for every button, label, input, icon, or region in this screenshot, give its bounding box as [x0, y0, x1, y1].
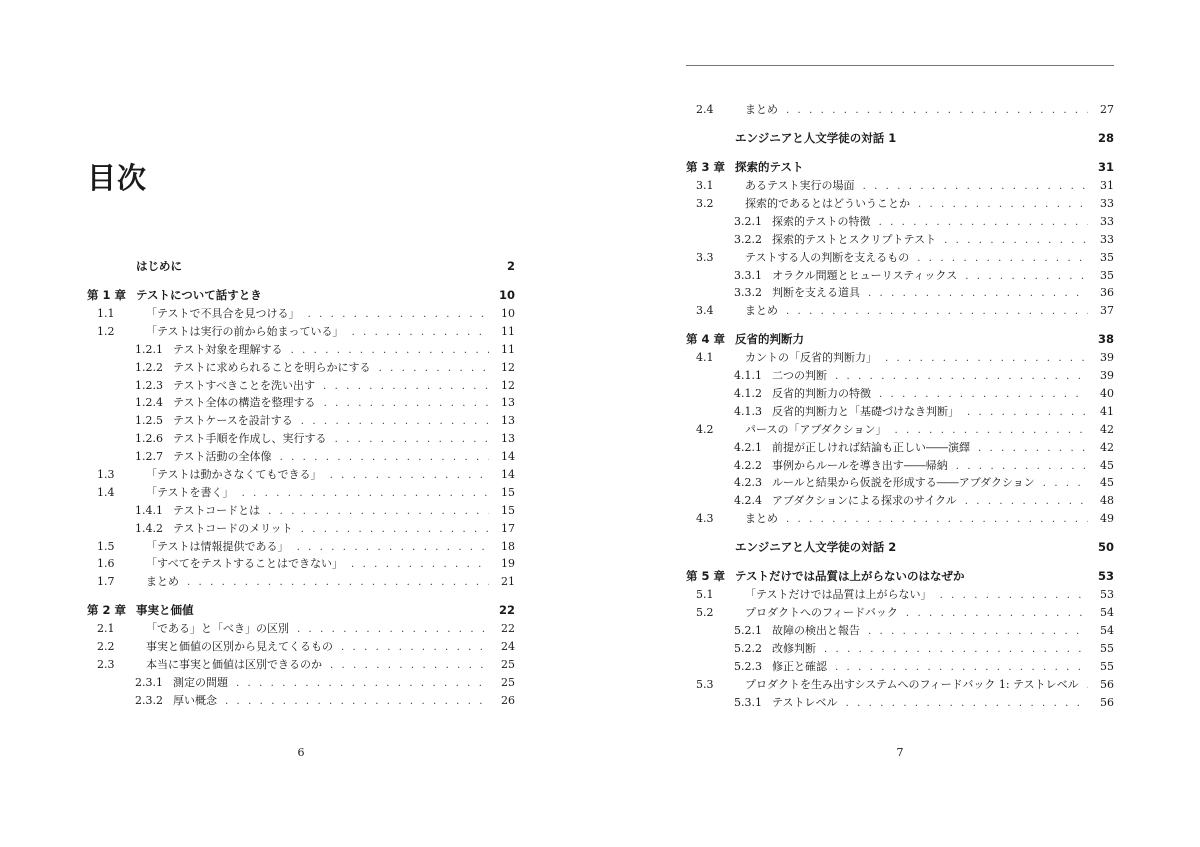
- toc-entry-title: テストする人の判断を支えるもの: [745, 250, 910, 264]
- toc-entry-page: 13: [501, 396, 515, 410]
- toc-entry-number: 3.2: [696, 196, 714, 210]
- toc-dot-leader: [956, 461, 1088, 472]
- toc-entry-number: 第 5 章: [686, 569, 726, 584]
- toc-dot-leader: [308, 309, 489, 320]
- toc-entry-title: テストコードのメリット: [173, 521, 293, 535]
- toc-dot-leader: [352, 327, 489, 338]
- toc-entry-number: 2.2: [97, 640, 115, 654]
- toc-entry-title: プロダクトを生み出すシステムへのフィードバック 1: テストレベル: [745, 677, 1079, 691]
- toc-entry-number: 2.1: [97, 622, 115, 636]
- toc-entry-title: 測定の問題: [173, 675, 228, 689]
- header-rule: [686, 65, 1114, 66]
- toc-dot-leader: [324, 398, 489, 409]
- toc-entry-page: 14: [501, 450, 515, 464]
- toc-entry-page: 31: [1097, 160, 1114, 175]
- toc-entry-page: 12: [501, 378, 515, 392]
- toc-entry-page: 27: [1100, 103, 1114, 116]
- toc-entry-title: 反省的判断力と「基礎づけなき判断」: [772, 404, 959, 418]
- toc-dot-leader: [297, 542, 489, 553]
- toc-entry-title: テスト対象を理解する: [173, 342, 283, 356]
- toc-dot-leader: [297, 624, 489, 635]
- toc-entry-title: まとめ: [745, 103, 778, 116]
- toc-entry-page: 33: [1100, 196, 1114, 210]
- toc-entry-page: 42: [1100, 422, 1114, 436]
- toc-entry-number: 5.2.3: [734, 659, 762, 673]
- toc-entry-number: 1.2.4: [135, 396, 163, 410]
- toc-entry-title: エンジニアと人文学徒の対話 2: [735, 540, 897, 555]
- toc-dot-leader: [879, 217, 1088, 228]
- toc-dot-leader: [835, 371, 1088, 382]
- toc-dot-leader: [242, 488, 489, 499]
- toc-entry-page: 10: [498, 288, 515, 303]
- toc-entry-title: 本当に事実と価値は区別できるのか: [146, 658, 322, 672]
- page-number-right: 7: [896, 746, 904, 759]
- toc-dot-leader: [330, 470, 489, 481]
- toc-entry-number: 1.3: [97, 467, 115, 481]
- toc-entry-page: 25: [501, 658, 515, 672]
- toc-dot-leader: [351, 559, 489, 570]
- toc-entry[interactable]: [686, 604, 1114, 622]
- toc-entry-number: 1.2: [97, 324, 115, 338]
- toc-chapter-entry[interactable]: [87, 602, 515, 620]
- toc-entry[interactable]: [686, 586, 1114, 604]
- toc-entry-page: 56: [1100, 677, 1114, 691]
- toc-entry-number: 3.3: [696, 250, 714, 264]
- toc-entry-number: 3.4: [696, 304, 714, 318]
- toc-entry[interactable]: [87, 466, 515, 484]
- toc-entry-title: 「すべてをテストすることはできない」: [146, 557, 344, 571]
- toc-entry-page: 25: [501, 675, 515, 689]
- toc-dot-leader: [940, 590, 1088, 601]
- toc-entry-title: あるテスト実行の場面: [745, 179, 855, 193]
- toc-entry-title: 「テストは実行の前から始まっている」: [146, 324, 344, 338]
- toc-dot-leader: [917, 253, 1088, 264]
- toc-entry-title: テストに求められることを明らかにする: [173, 360, 371, 374]
- toc-entry-number: 4.2: [696, 422, 714, 436]
- toc-entry-number: 3.3.2: [734, 286, 762, 300]
- toc-chapter-entry[interactable]: [686, 331, 1114, 349]
- toc-entry-number: 1.2.5: [135, 414, 163, 428]
- toc-entry-number: 4.2.2: [734, 458, 762, 472]
- toc-entry-page: 11: [501, 342, 515, 356]
- toc-entry-number: 5.1: [696, 588, 714, 602]
- toc-entry-number: 5.2.2: [734, 641, 762, 655]
- toc-entry-page: 53: [1097, 569, 1114, 584]
- toc-entry-page: 22: [501, 622, 515, 636]
- toc-dot-leader: [863, 181, 1088, 192]
- toc-entry-number: 3.1: [696, 179, 714, 193]
- toc-entry-title: 修正と確認: [772, 659, 827, 673]
- toc-entry[interactable]: [686, 622, 1114, 640]
- toc-entry-title: プロダクトへのフィードバック: [745, 606, 898, 620]
- toc-entry-page: 31: [1100, 179, 1114, 193]
- toc-dot-leader: [1087, 680, 1088, 691]
- toc-dot-leader: [291, 345, 489, 356]
- toc-entry[interactable]: [686, 349, 1114, 367]
- toc-entry-page: 22: [498, 603, 515, 618]
- toc-entry-number: 4.2.3: [734, 476, 762, 490]
- toc-entry[interactable]: [686, 676, 1114, 694]
- toc-chapter-entry[interactable]: [87, 258, 515, 276]
- toc-chapter-entry[interactable]: [686, 130, 1114, 148]
- toc-entry-page: 41: [1100, 404, 1114, 418]
- toc-dot-leader: [786, 105, 1088, 116]
- toc-entry-number: 第 2 章: [87, 603, 127, 618]
- toc-entry-number: 3.2.2: [734, 232, 762, 246]
- toc-dot-leader: [280, 452, 489, 463]
- toc-entry-page: 15: [501, 503, 515, 517]
- toc-entry-title: 厚い概念: [173, 693, 217, 707]
- toc-entry[interactable]: [87, 323, 515, 341]
- toc-entry-title: テスト手順を作成し、実行する: [173, 432, 327, 446]
- toc-dot-leader: [301, 524, 489, 535]
- toc-entry-title: 反省的判断力: [735, 332, 804, 347]
- toc-entry-title: テストだけでは品質は上がらないのはなぜか: [735, 569, 965, 584]
- toc-chapter-entry[interactable]: [686, 568, 1114, 586]
- toc-entry[interactable]: [87, 448, 515, 466]
- toc-entry-number: 5.3: [696, 677, 714, 691]
- toc-entry-title: 探索的であるとはどういうことか: [745, 196, 910, 210]
- toc-dot-leader: [965, 271, 1088, 282]
- toc-entry-number: 1.1: [97, 306, 115, 320]
- toc-dot-leader: [301, 416, 489, 427]
- toc-entry-page: 39: [1100, 369, 1114, 383]
- toc-entry[interactable]: [686, 694, 1114, 712]
- toc-entry-number: 5.2: [696, 606, 714, 620]
- toc-entry[interactable]: [686, 284, 1114, 302]
- toc-entry[interactable]: [686, 658, 1114, 676]
- page-number-left: 6: [297, 746, 305, 759]
- toc-entry-title: 前提が正しければ結論も正しい――演繹: [772, 440, 970, 454]
- toc-entry-page: 24: [501, 640, 515, 654]
- toc-entry-title: まとめ: [745, 304, 778, 318]
- toc-entry-page: 35: [1100, 268, 1114, 282]
- toc-entry-number: 4.1.1: [734, 369, 762, 383]
- toc-entry-page: 42: [1100, 440, 1114, 454]
- toc-entry[interactable]: [87, 394, 515, 412]
- toc-entry-page: 35: [1100, 250, 1114, 264]
- toc-entry-number: 1.4.1: [135, 503, 163, 517]
- toc-entry-number: 1.2.2: [135, 360, 163, 374]
- toc-entry[interactable]: [87, 412, 515, 430]
- toc-entry-title: テストについて話すとき: [136, 288, 262, 303]
- toc-entry-number: 4.2.1: [734, 440, 762, 454]
- toc-entry-title: 故障の検出と報告: [772, 624, 860, 638]
- toc-dot-leader: [965, 496, 1088, 507]
- toc-entry-number: 1.6: [97, 557, 115, 571]
- toc-dot-leader: [187, 577, 489, 588]
- toc-entry-title: 事実と価値の区別から見えてくるもの: [146, 640, 333, 654]
- toc-entry-number: 第 3 章: [686, 160, 726, 175]
- toc-entry-title: まとめ: [745, 512, 778, 526]
- right-page: [600, 0, 1200, 847]
- toc-dot-leader: [341, 642, 489, 653]
- toc-dot-leader: [868, 288, 1088, 299]
- toc-entry[interactable]: [87, 359, 515, 377]
- toc-entry[interactable]: [686, 267, 1114, 285]
- toc-entry-title: 探索的テストの特徴: [772, 214, 871, 228]
- toc-entry-title: 「テストは情報提供である」: [146, 539, 289, 553]
- toc-dot-leader: [379, 363, 489, 374]
- toc-dot-leader: [335, 434, 489, 445]
- toc-entry-page: 33: [1100, 232, 1114, 246]
- toc-dot-leader: [268, 506, 489, 517]
- toc-dot-leader: [323, 381, 489, 392]
- toc-entry-page: 54: [1100, 624, 1114, 638]
- toc-entry-title: テストコードとは: [173, 503, 261, 517]
- toc-chapter-entry[interactable]: [686, 159, 1114, 177]
- toc-entry[interactable]: [686, 249, 1114, 267]
- toc-entry-number: 1.2.1: [135, 342, 163, 356]
- toc-entry-title: 事実と価値: [136, 603, 194, 618]
- toc-entry[interactable]: [87, 430, 515, 448]
- toc-entry-number: 4.3: [696, 512, 714, 526]
- toc-entry-title: オラクル問題とヒューリスティックス: [772, 268, 958, 282]
- toc-entry-title: 「テストは動かさなくてもできる」: [146, 467, 322, 481]
- toc-dot-leader: [1043, 478, 1088, 489]
- toc-entry-title: テストケースを設計する: [173, 414, 293, 428]
- toc-entry-page: 28: [1097, 131, 1114, 146]
- toc-dot-leader: [330, 660, 489, 671]
- toc-list-left: [87, 258, 515, 710]
- toc-entry-page: 33: [1100, 214, 1114, 228]
- toc-entry-title: エンジニアと人文学徒の対話 1: [735, 131, 897, 146]
- toc-entry-title: カントの「反省的判断力」: [745, 351, 877, 365]
- toc-entry[interactable]: [87, 520, 515, 538]
- toc-entry-title: パースの「アブダクション」: [745, 422, 887, 436]
- toc-entry-number: 1.2.7: [135, 450, 163, 464]
- toc-entry-number: 2.4: [696, 103, 714, 116]
- toc-entry-number: 4.1: [696, 351, 714, 365]
- toc-dot-leader: [918, 199, 1088, 210]
- toc-entry[interactable]: [87, 692, 515, 710]
- toc-entry[interactable]: [87, 674, 515, 692]
- toc-dot-leader: [846, 698, 1088, 709]
- toc-entry-page: 21: [501, 575, 515, 589]
- toc-entry-number: 1.2.3: [135, 378, 163, 392]
- toc-entry-page: 40: [1100, 387, 1114, 401]
- toc-entry-number: 2.3.2: [135, 693, 163, 707]
- toc-entry-number: 4.1.2: [734, 387, 762, 401]
- toc-dot-leader: [944, 235, 1088, 246]
- toc-list-right: [686, 101, 1114, 712]
- toc-entry[interactable]: [87, 555, 515, 573]
- toc-entry-title: はじめに: [136, 259, 182, 273]
- toc-entry[interactable]: [686, 439, 1114, 457]
- toc-entry-number: 3.3.1: [734, 268, 762, 282]
- toc-entry[interactable]: [87, 620, 515, 638]
- toc-entry-page: 18: [501, 539, 515, 553]
- toc-entry[interactable]: [686, 231, 1114, 249]
- toc-dot-leader: [978, 443, 1088, 454]
- toc-entry-page: 13: [501, 432, 515, 446]
- toc-dot-leader: [868, 626, 1088, 637]
- toc-entry-page: 45: [1100, 476, 1114, 490]
- toc-entry-page: 55: [1100, 659, 1114, 673]
- toc-entry[interactable]: [686, 385, 1114, 403]
- toc-entry[interactable]: [686, 510, 1114, 528]
- toc-entry-title: テスト活動の全体像: [173, 450, 272, 464]
- toc-entry-page: 15: [501, 485, 515, 499]
- toc-entry-number: 1.7: [97, 575, 115, 589]
- toc-entry-page: 50: [1097, 540, 1114, 555]
- toc-entry-number: 第 1 章: [87, 288, 127, 303]
- toc-dot-leader: [906, 608, 1088, 619]
- toc-entry[interactable]: [686, 367, 1114, 385]
- toc-entry[interactable]: [87, 305, 515, 323]
- toc-chapter-entry[interactable]: [686, 539, 1114, 557]
- toc-entry-page: 26: [501, 693, 515, 707]
- toc-entry-page: 54: [1100, 606, 1114, 620]
- toc-entry-page: 12: [501, 360, 515, 374]
- toc-entry-title: 探索的テストとスクリプトテスト: [772, 232, 937, 246]
- toc-dot-leader: [786, 306, 1088, 317]
- toc-dot-leader: [894, 425, 1088, 436]
- toc-entry-title: 「である」と「べき」の区別: [146, 622, 289, 636]
- toc-entry-page: 53: [1100, 588, 1114, 602]
- toc-dot-leader: [835, 662, 1088, 673]
- toc-entry-number: 1.4.2: [135, 521, 163, 535]
- toc-entry-title: 二つの判断: [772, 369, 827, 383]
- toc-dot-leader: [879, 389, 1088, 400]
- toc-entry-page: 14: [501, 467, 515, 481]
- toc-entry-number: 4.2.4: [734, 494, 762, 508]
- toc-dot-leader: [885, 353, 1088, 364]
- toc-entry-number: 4.1.3: [734, 404, 762, 418]
- toc-entry-title: 「テストで不具合を見つける」: [146, 306, 300, 320]
- toc-entry-title: テストすべきことを洗い出す: [173, 378, 316, 392]
- toc-entry[interactable]: [686, 302, 1114, 320]
- toc-entry[interactable]: [686, 177, 1114, 195]
- toc-entry[interactable]: [87, 638, 515, 656]
- toc-entry-title: 判断を支える道具: [772, 286, 860, 300]
- toc-entry-title: 探索的テスト: [735, 160, 804, 175]
- toc-chapter-entry[interactable]: [87, 287, 515, 305]
- toc-entry-number: 1.5: [97, 539, 115, 553]
- toc-entry-page: 11: [501, 324, 515, 338]
- toc-dot-leader: [786, 514, 1088, 525]
- toc-entry-title: アブダクションによる探求のサイクル: [772, 494, 957, 508]
- toc-entry-page: 2: [506, 259, 515, 273]
- toc-entry[interactable]: [686, 421, 1114, 439]
- toc-entry-page: 48: [1100, 494, 1114, 508]
- toc-entry-number: 第 4 章: [686, 332, 726, 347]
- toc-entry[interactable]: [686, 457, 1114, 475]
- toc-entry-page: 13: [501, 414, 515, 428]
- toc-heading: 目次: [87, 161, 148, 195]
- toc-entry-number: 2.3.1: [135, 675, 163, 689]
- toc-entry-page: 39: [1100, 351, 1114, 365]
- toc-entry[interactable]: [686, 403, 1114, 421]
- toc-entry[interactable]: [87, 377, 515, 395]
- toc-entry-page: 37: [1100, 304, 1114, 318]
- toc-entry-number: 1.2.6: [135, 432, 163, 446]
- toc-entry-number: 5.3.1: [734, 695, 762, 709]
- toc-entry[interactable]: [686, 640, 1114, 658]
- toc-entry-number: 5.2.1: [734, 624, 762, 638]
- toc-entry[interactable]: [87, 484, 515, 502]
- toc-entry-title: 反省的判断力の特徴: [772, 387, 871, 401]
- toc-entry-page: 19: [501, 557, 515, 571]
- toc-entry-page: 55: [1100, 641, 1114, 655]
- toc-entry[interactable]: [686, 101, 1114, 119]
- toc-entry[interactable]: [686, 213, 1114, 231]
- toc-entry[interactable]: [87, 538, 515, 556]
- toc-entry-title: 「テストを書く」: [146, 485, 234, 499]
- toc-entry[interactable]: [87, 341, 515, 359]
- toc-entry[interactable]: [686, 492, 1114, 510]
- toc-entry[interactable]: [686, 474, 1114, 492]
- toc-dot-leader: [236, 678, 489, 689]
- toc-entry-title: 事例からルールを導き出す――帰納: [772, 458, 948, 472]
- toc-entry-title: 改修判断: [772, 641, 816, 655]
- toc-dot-leader: [824, 644, 1088, 655]
- toc-entry-number: 1.4: [97, 485, 115, 499]
- toc-entry-page: 17: [501, 521, 515, 535]
- toc-entry-title: まとめ: [146, 575, 179, 589]
- toc-entry-page: 36: [1100, 286, 1114, 300]
- toc-entry[interactable]: [87, 656, 515, 674]
- toc-entry-page: 56: [1100, 695, 1114, 709]
- toc-entry-title: テストレベル: [772, 695, 838, 709]
- toc-entry-number: 3.2.1: [734, 214, 762, 228]
- toc-entry-title: 「テストだけでは品質は上がらない」: [745, 588, 932, 602]
- toc-entry-page: 45: [1100, 458, 1114, 472]
- toc-entry[interactable]: [686, 195, 1114, 213]
- toc-entry-page: 10: [501, 306, 515, 320]
- toc-entry[interactable]: [87, 502, 515, 520]
- toc-entry-number: 2.3: [97, 658, 115, 672]
- toc-dot-leader: [967, 407, 1088, 418]
- toc-entry[interactable]: [87, 573, 515, 591]
- toc-dot-leader: [225, 696, 489, 707]
- toc-entry-page: 38: [1097, 332, 1114, 347]
- toc-entry-page: 49: [1100, 512, 1114, 526]
- toc-entry-title: テスト全体の構造を整理する: [173, 396, 316, 410]
- toc-entry-title: ルールと結果から仮説を形成する――アブダクション: [772, 476, 1035, 490]
